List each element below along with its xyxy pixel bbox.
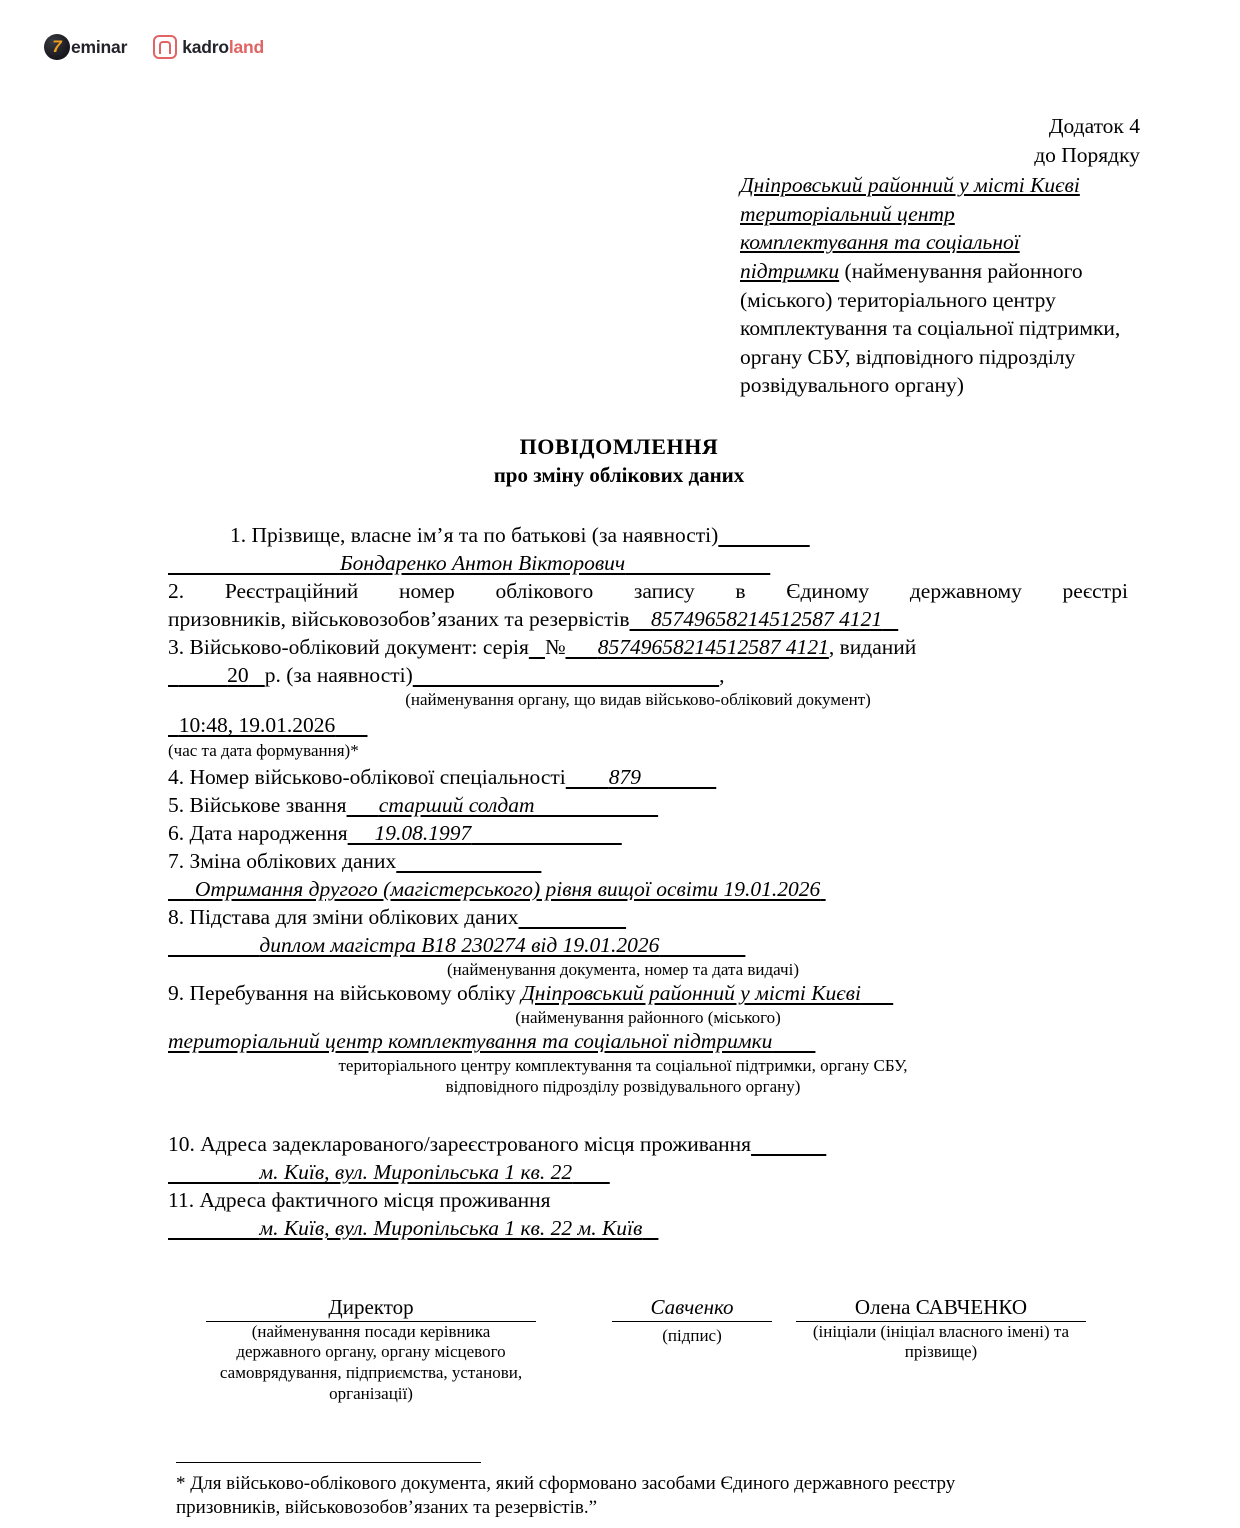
- item-1-line-1: [168, 522, 1140, 550]
- footnote-divider: [176, 1462, 481, 1463]
- item-11-rule-left: [168, 1216, 259, 1240]
- item-3-rule-left: [565, 635, 597, 659]
- item-9-rule-b: [772, 1029, 815, 1053]
- item-2-rule-left: [629, 607, 651, 631]
- item-3-formed-rule-right: [335, 713, 367, 737]
- item-10-value[interactable]: м. Київ, вул. Миропільська 1 кв. 22: [259, 1159, 573, 1184]
- item-3-month-rule: [179, 663, 227, 687]
- item-3-formed-rule-left: [168, 713, 179, 737]
- item-6-value[interactable]: 19.08.1997: [374, 820, 472, 845]
- signature-block: [168, 1295, 1140, 1405]
- appendix-number: Додаток 4: [1048, 114, 1140, 138]
- item-9-rule-a: [861, 981, 893, 1005]
- footnote-line-2: призовників, військовозобов’язаних та резервістів.”: [176, 1497, 598, 1519]
- page-subtitle: про зміну облікових даних: [493, 462, 745, 487]
- item-2-label-b: призовників, військовозобов’язаних та резервістів: [168, 606, 630, 631]
- header-org-line-3: комплектування та соціальної: [740, 230, 1020, 255]
- item-3-formed-line: [168, 712, 1140, 740]
- item-8-line-1: [168, 904, 1140, 932]
- item-3-issuer-rule: [413, 663, 719, 687]
- item-3-label-c: р. (за наявності): [264, 662, 413, 687]
- item-9-caption-a: (найменування районного (міського): [515, 1007, 781, 1027]
- item-3-formed-at[interactable]: 10:48, 19.01.2026: [178, 712, 336, 737]
- item-6-label: 6. Дата народження: [168, 820, 348, 845]
- item-3-value[interactable]: 85749658214512587 4121: [597, 634, 829, 659]
- item-9-label: 9. Перебування на військовому обліку: [168, 980, 516, 1005]
- header-caption-part-1: (найменування районного: [839, 258, 1083, 283]
- item-4-rule-right: [641, 765, 716, 789]
- item-3-line-1: [168, 634, 1140, 662]
- signature-position-caption-l2: державного органу, органу місцевого: [236, 1342, 506, 1362]
- signature-position: [206, 1295, 536, 1405]
- header-org-line-4-with-caption: [740, 257, 1140, 286]
- item-8-label: 8. Підстава для зміни облікових даних: [168, 904, 519, 929]
- form-items: [168, 522, 1140, 1243]
- item-10-line-1: [168, 1131, 1140, 1159]
- zeminar-wordmark: eminar: [71, 36, 128, 57]
- kadroland-word-dark: kadro: [182, 36, 229, 57]
- item-11-line-1: [168, 1187, 1140, 1215]
- item-7-value[interactable]: Отримання другого (магістерського) рівня вищої освіти 19.01.2026: [194, 876, 821, 901]
- signature-name: [796, 1295, 1086, 1363]
- header-org-line-1: Дніпровський районний у місті Києві: [740, 173, 1080, 198]
- item-8-rule: [519, 905, 627, 929]
- appendix-to-order: до Порядку: [1034, 142, 1140, 167]
- item-1-label: 1. Прізвище, власне ім’я та по батькові (за наявності): [230, 522, 719, 547]
- item-8-caption: (найменування документа, номер та дата видачі): [447, 959, 799, 979]
- item-1-lead-rule: [718, 523, 809, 547]
- item-2-rule-right: [882, 607, 898, 631]
- item-1-value[interactable]: Бондаренко Антон Вікторович: [340, 550, 626, 575]
- item-7-rule-right: [820, 877, 825, 901]
- item-8-value[interactable]: диплом магістра В18 230274 від 19.01.2026: [259, 932, 660, 957]
- item-3-label-a: 3. Військово-обліковий документ: серія: [168, 634, 529, 659]
- item-5-rule-left: [347, 793, 379, 817]
- signature-name-caption: [796, 1322, 1086, 1363]
- item-6-rule-right: [471, 821, 622, 845]
- signature-position-caption: [206, 1322, 536, 1405]
- item-8-rule-left: [168, 933, 259, 957]
- page-title: ПОВІДОМЛЕННЯ: [519, 433, 719, 459]
- item-7-line-1: [168, 848, 1140, 876]
- signature-position-value[interactable]: Директор: [206, 1295, 536, 1322]
- signature-name-caption-l2: прізвище): [904, 1342, 978, 1362]
- item-9-caption-c: відповідного підрозділу розвідувального органу): [445, 1076, 801, 1096]
- item-2-value[interactable]: 85749658214512587 4121: [650, 606, 883, 631]
- item-10-rule-left: [168, 1160, 259, 1184]
- item-7-rule: [396, 849, 541, 873]
- item-1-line-2: [168, 550, 1140, 578]
- item-4-rule-left: [566, 765, 609, 789]
- footnote-block: [176, 1462, 1106, 1521]
- item-8-line-2: [168, 932, 1140, 960]
- signature-mark-caption: (підпис): [662, 1325, 722, 1345]
- item-1-rule-left: [168, 551, 340, 575]
- item-2-line-2: [168, 606, 1140, 634]
- header-org-paragraph: [740, 171, 1140, 400]
- document-header-block: [740, 112, 1140, 400]
- item-5-line: [168, 792, 1140, 820]
- item-7-rule-left: [168, 877, 195, 901]
- item-4-line: [168, 764, 1140, 792]
- item-10-rule: [751, 1132, 826, 1156]
- item-5-value[interactable]: старший солдат: [378, 792, 535, 817]
- item-3-issuer-caption: (найменування органу, що видав військово-обліковий документ): [405, 689, 871, 709]
- footnote-line-1: * Для військово-облікового документа, який сформовано засобами Єдиного державного реєстру: [176, 1473, 956, 1494]
- item-5-rule-right: [534, 793, 658, 817]
- item-10-rule-right: [572, 1160, 610, 1184]
- item-11-label: 11. Адреса фактичного місця проживання: [168, 1187, 551, 1212]
- item-3-series-rule: [529, 635, 545, 659]
- item-9-line-2: [168, 1028, 1140, 1056]
- item-11-value[interactable]: м. Київ, вул. Миропільська 1 кв. 22 м. Київ: [259, 1215, 643, 1240]
- item-10-label: 10. Адреса задекларованого/зареєстрованого місця проживання: [168, 1131, 752, 1156]
- signature-position-caption-l3: самоврядування, підприємства, установи,: [219, 1363, 523, 1383]
- item-11-rule-right: [642, 1216, 658, 1240]
- item-4-value[interactable]: 879: [608, 764, 641, 789]
- item-10-line-2: [168, 1159, 1140, 1187]
- item-1-rule-right: [625, 551, 770, 575]
- document-title-block: [168, 434, 1070, 488]
- signature-position-caption-l1: (найменування посади керівника: [251, 1321, 491, 1341]
- header-org-line-2: територіальний центр: [740, 201, 955, 226]
- item-6-line: [168, 820, 1140, 848]
- item-7-label: 7. Зміна облікових даних: [168, 848, 397, 873]
- document-content: [168, 112, 1140, 1405]
- signature-mark: [612, 1295, 772, 1347]
- item-9-caption-b: територіального центру комплектування та соціальної підтримки, органу СБУ,: [338, 1056, 908, 1076]
- item-2-line-1: [168, 578, 1128, 606]
- item-3-formed-caption: (час та дата формування)*: [168, 740, 359, 760]
- item-3-day-rule: [168, 663, 179, 687]
- item-3-line-2: [168, 662, 1140, 690]
- signature-name-value[interactable]: Олена САВЧЕНКО: [796, 1295, 1086, 1322]
- item-6-rule-left: [348, 821, 375, 845]
- header-caption-part-5: розвідувального органу): [740, 373, 964, 398]
- item-4-label: 4. Номер військово-облікової спеціальності: [168, 764, 566, 789]
- header-org-line-4: підтримки: [740, 258, 840, 283]
- item-9-value-b[interactable]: територіальний центр комплектування та соціальної підтримки: [168, 1029, 773, 1054]
- item-5-label: 5. Військове звання: [168, 792, 347, 817]
- item-3-year-rule: [249, 663, 265, 687]
- header-caption-part-4: органу СБУ, відповідного підрозділу: [740, 344, 1076, 369]
- item-11-line-2: [168, 1215, 1140, 1243]
- item-3-comma: ,: [719, 662, 725, 687]
- signature-name-caption-l1: (ініціали (ініціал власного імені) та: [812, 1321, 1070, 1341]
- header-caption-part-2: (міського) територіального центру: [740, 287, 1056, 312]
- header-caption-part-3: комплектування та соціальної підтримки,: [740, 316, 1121, 341]
- item-7-line-2: [168, 876, 1140, 904]
- item-9-value-a[interactable]: Дніпровський районний у місті Києві: [521, 980, 861, 1005]
- item-2-label-a: 2. Реєстраційний номер облікового запису в Єдиному державному реєстрі: [168, 578, 1128, 603]
- kadroland-word-accent: land: [228, 36, 265, 57]
- signature-mark-value[interactable]: Савченко: [612, 1295, 772, 1322]
- item-3-label-b: , виданий: [828, 634, 917, 659]
- zeminar-mark-letter: 7: [52, 36, 62, 56]
- item-3-year-prefix[interactable]: 20: [227, 662, 249, 687]
- item-8-rule-right: [659, 933, 745, 957]
- item-9-line-1: [168, 980, 1140, 1008]
- signature-position-caption-l4: організації): [329, 1383, 413, 1403]
- item-3-number-sign: №: [544, 634, 566, 659]
